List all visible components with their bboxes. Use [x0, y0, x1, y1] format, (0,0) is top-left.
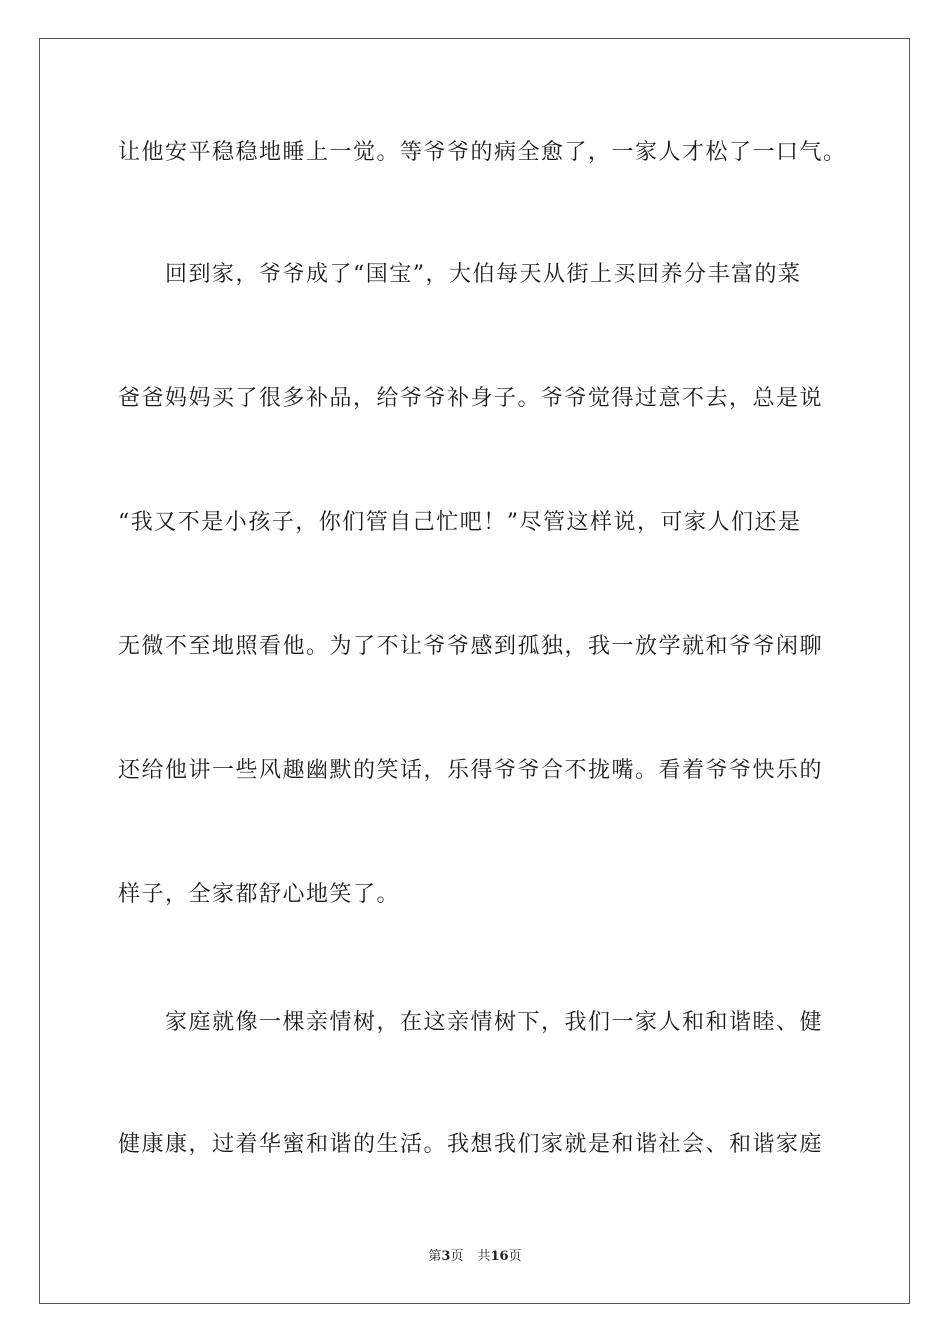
- text-line-1: 让他安平稳稳地睡上一觉。等爷爷的病全愈了，一家人才松了一口气。: [118, 140, 847, 165]
- text-line-4: “我又不是小孩子，你们管自己忙吧！”尽管这样说，可家人们还是: [118, 510, 802, 535]
- total-prefix: 共: [477, 1249, 491, 1264]
- text-line-2: 回到家，爷爷成了“国宝”，大伯每天从街上买回养分丰富的菜: [165, 262, 802, 287]
- page-current: 3: [441, 1249, 451, 1264]
- page-prefix: 第: [428, 1249, 442, 1264]
- page-border: [39, 38, 910, 1304]
- text-line-3: 爸爸妈妈买了很多补品，给爷爷补身子。爷爷觉得过意不去，总是说: [118, 386, 824, 411]
- text-line-7: 样子，全家都舒心地笑了。: [118, 882, 401, 907]
- page-suffix: 页: [450, 1249, 464, 1264]
- page-footer: [0, 1248, 950, 1266]
- text-line-9: 健康康，过着华蜜和谐的生活。我想我们家就是和谐社会、和谐家庭: [118, 1132, 824, 1157]
- text-line-6: 还给他讲一些风趣幽默的笑话，乐得爷爷合不拢嘴。看着爷爷快乐的: [118, 758, 824, 783]
- page-total: 16: [490, 1249, 509, 1264]
- text-line-8: 家庭就像一棵亲情树，在这亲情树下，我们一家人和和谐睦、健: [165, 1010, 824, 1035]
- text-line-5: 无微不至地照看他。为了不让爷爷感到孤独，我一放学就和爷爷闲聊: [118, 634, 824, 659]
- total-suffix: 页: [508, 1249, 522, 1264]
